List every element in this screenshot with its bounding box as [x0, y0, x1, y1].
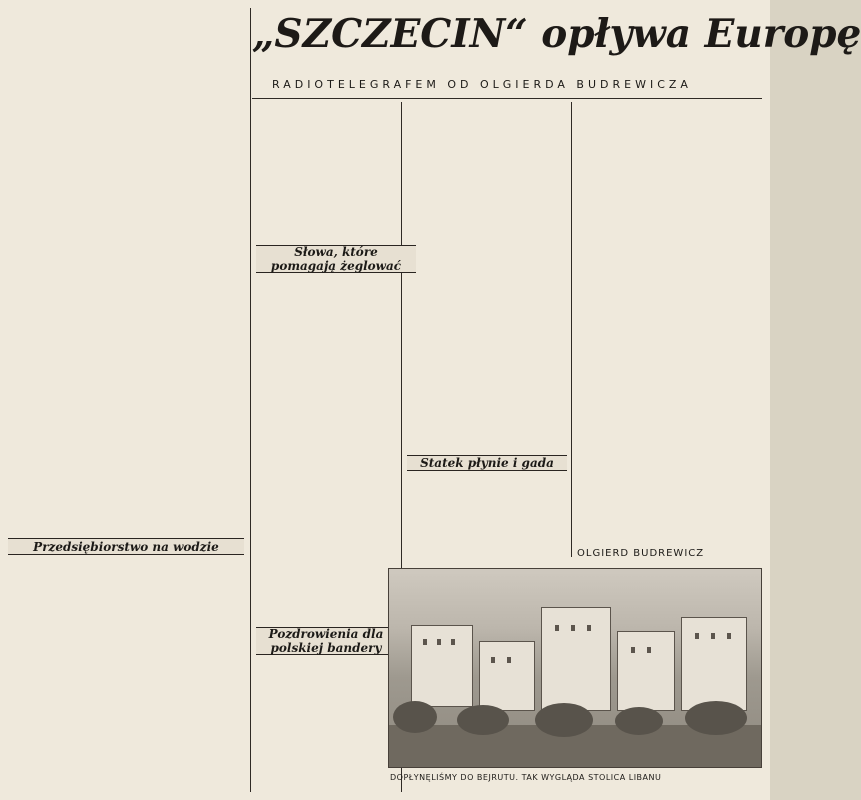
- author-signature: OLGIERD BUDREWICZ: [577, 548, 705, 559]
- section-heading-statek: [407, 455, 567, 471]
- photo-tree: [535, 703, 593, 737]
- section-heading-text: Słowa, które pomagają żeglować: [270, 245, 402, 273]
- photo-window: [491, 657, 495, 663]
- section-heading-text: Przedsiębiorstwo na wodzie: [33, 539, 219, 554]
- byline-rule: [252, 98, 762, 99]
- photo-building: [411, 625, 473, 707]
- left-column-bottom-text: [8, 555, 244, 792]
- photo-window: [587, 625, 591, 631]
- photo-window: [727, 633, 731, 639]
- photo-building: [479, 641, 535, 711]
- photo-window: [647, 647, 651, 653]
- photo-window: [555, 625, 559, 631]
- article-title: „SZCZECIN“ opływa Europę: [252, 11, 861, 57]
- beirut-photo: [388, 568, 762, 768]
- middle-left-column-text: [256, 102, 396, 792]
- section-heading-pozdrowienia: [256, 627, 396, 655]
- article-byline: RADIOTELEGRAFEM OD OLGIERDA BUDREWICZA: [272, 78, 692, 91]
- photo-tree: [457, 705, 509, 735]
- photo-tree: [685, 701, 747, 735]
- photo-window: [437, 639, 441, 645]
- right-column-text: [577, 102, 762, 547]
- photo-caption: DOPŁYNĘLIŚMY DO BEJRUTU. TAK WYGLĄDA STOLICA LIBANU: [390, 773, 662, 782]
- photo-window: [451, 639, 455, 645]
- photo-window: [711, 633, 715, 639]
- section-heading-text: Statek płynie i gada: [420, 456, 554, 470]
- photo-building: [541, 607, 611, 711]
- photo-window: [423, 639, 427, 645]
- photo-tree: [615, 707, 663, 735]
- left-column-top-text: [8, 8, 244, 558]
- column-rule: [250, 8, 251, 792]
- photo-window: [507, 657, 511, 663]
- photo-building: [681, 617, 747, 711]
- photo-building: [617, 631, 675, 711]
- section-heading-przedsiebiorstwo: [8, 538, 244, 555]
- photo-window: [695, 633, 699, 639]
- column-rule: [571, 102, 572, 557]
- section-heading-text: Pozdrowienia dla polskiej bandery: [268, 627, 388, 655]
- photo-tree: [393, 701, 437, 733]
- photo-window: [631, 647, 635, 653]
- photo-window: [571, 625, 575, 631]
